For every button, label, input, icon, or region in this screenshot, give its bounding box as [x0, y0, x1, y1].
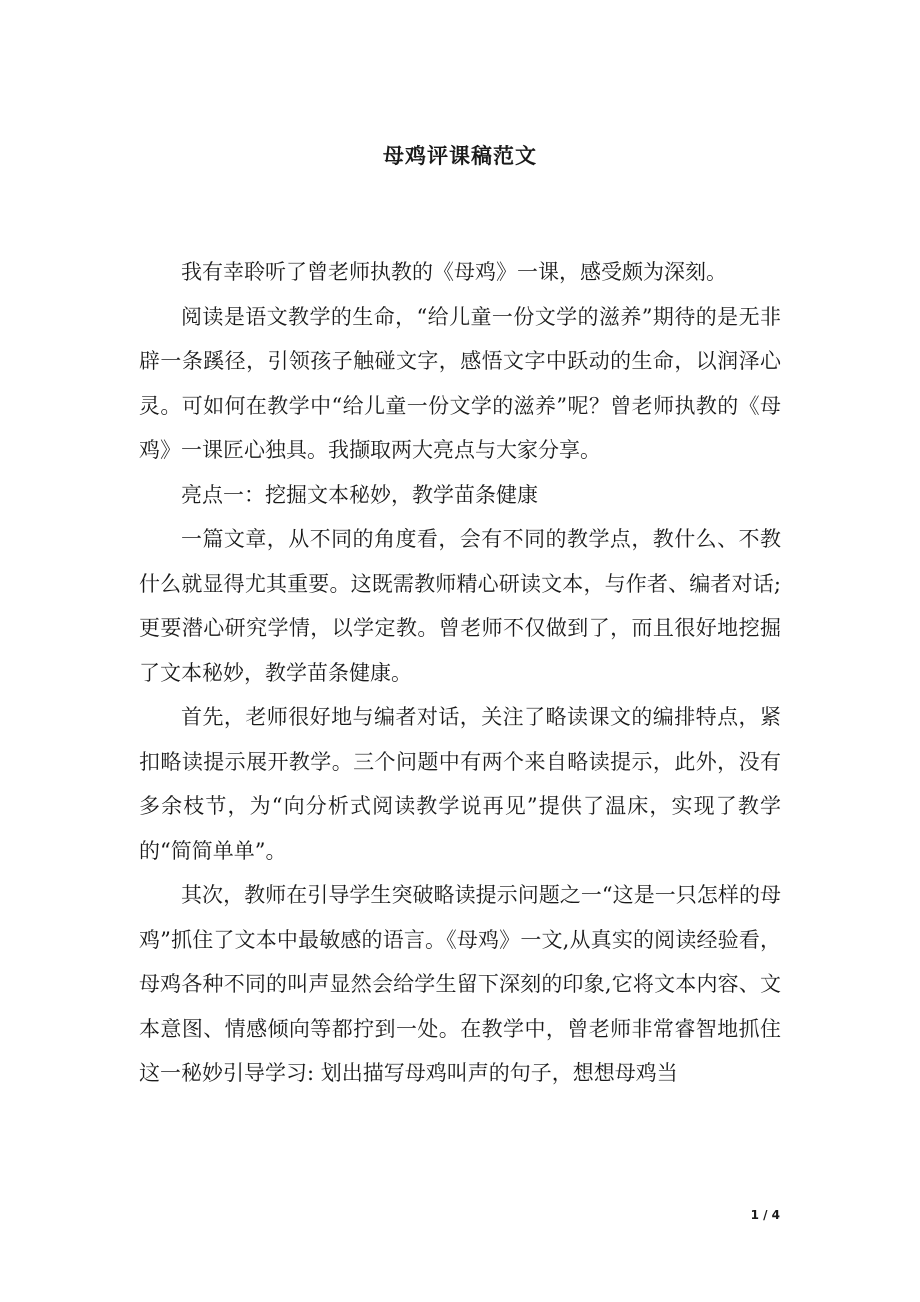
paragraph: 我有幸聆听了曾老师执教的《母鸡》一课，感受颇为深刻。	[181, 260, 727, 284]
paragraph: 其次，教师在引导学生突破略读提示问题之一“这是一只怎样的母鸡”抓住了文本中最敏感的语言。《母鸡》一文,从真实的阅读经验看，母鸡各种不同的叫声显然会给学生留下深刻的印象,它将文本内容、文本意图、情感倾向等都拧到一处。在教学中，曾老师非常睿智地抓住这一秘妙引导学习: 划出描写母鸡叫声的句子，想想母鸡当	[139, 883, 781, 1085]
document-body	[139, 250, 781, 1096]
paragraph: 一篇文章，从不同的角度看，会有不同的教学点，教什么、不教什么就显得尤其重要。这既需教师精心研读文本，与作者、编者对话;更要潜心研究学情，以学定教。曾老师不仅做到了，而且很好地挖掘了文本秘妙，教学苗条健康。	[139, 527, 781, 685]
page-number: 1 / 4	[750, 1208, 780, 1222]
document-title: 母鸡评课稿范文	[383, 143, 537, 168]
paragraph: 首先，老师很好地与编者对话，关注了略读课文的编排特点，紧扣略读提示展开教学。三个问题中有两个来自略读提示，此外，没有多余枝节，为“向分析式阅读教学说再见”提供了温床，实现了教学的“简简单单”。	[139, 705, 781, 863]
section-heading: 亮点一：挖掘文本秘妙，教学苗条健康	[181, 482, 538, 507]
paragraph: 阅读是语文教学的生命，“给儿童一份文学的滋养”期待的是无非辟一条蹊径，引领孩子触碰文字，感悟文字中跃动的生命，以润泽心灵。可如何在教学中“给儿童一份文学的滋养”呢？曾老师执教的《母鸡》一课匠心独具。我撷取两大亮点与大家分享。	[139, 304, 781, 462]
